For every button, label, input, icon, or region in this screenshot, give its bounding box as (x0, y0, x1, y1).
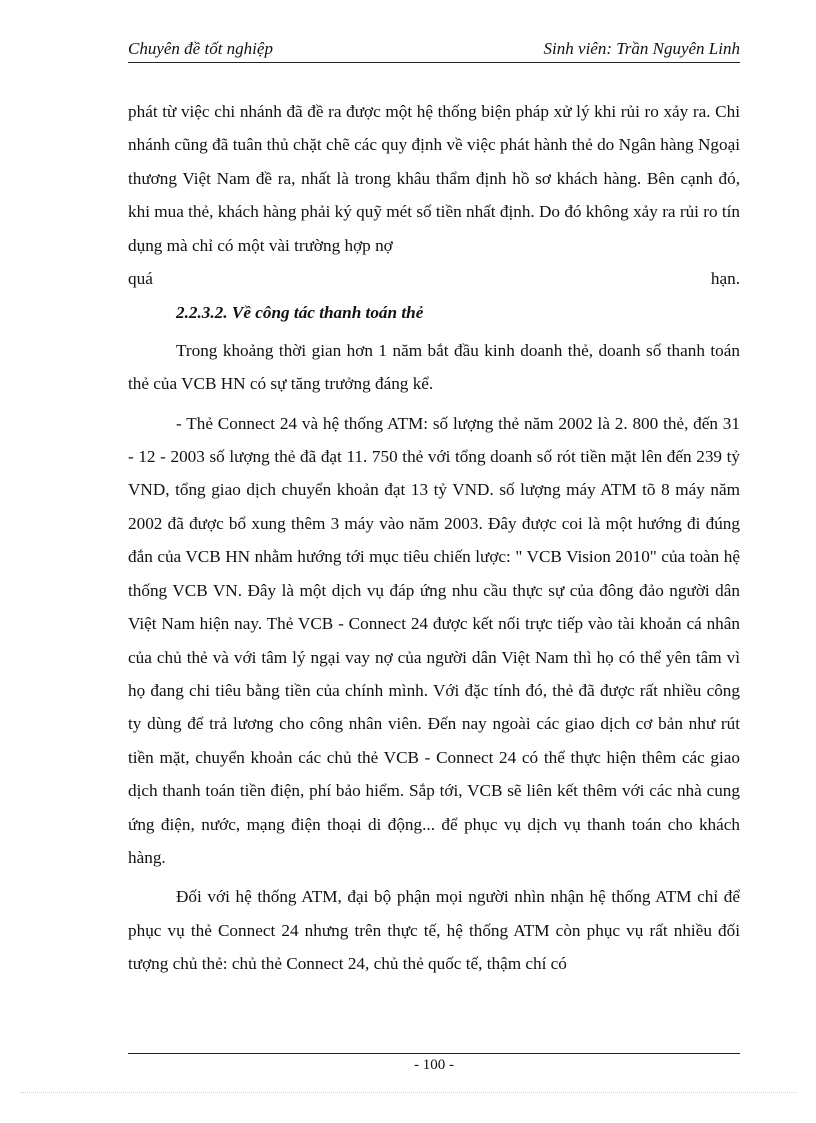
page-number: - 100 - (414, 1057, 454, 1073)
page-header (128, 36, 740, 63)
page-bottom-dotted-line (20, 1092, 796, 1093)
body-text (128, 95, 740, 981)
paragraph-payment-growth: Trong khoảng thời gian hơn 1 năm bắt đầu kinh doanh thẻ, doanh số thanh toán thẻ của VCB HN có sự tăng trưởng đáng kể. (128, 340, 740, 394)
paragraph-card-issuance-last-line (128, 262, 740, 295)
last-line-start: quá (128, 269, 153, 289)
paragraph-card-issuance: phát từ việc chi nhánh đã đề ra được một hệ thống biện pháp xử lý khi rủi ro xảy ra. Chi nhánh cũng đã tuân thủ chặt chẽ các quy định về việc phát hành thẻ do Ngân hàng Ngoại thương Việt Nam đề ra, nhất là trong khâu thẩm định hồ sơ khách hàng. Bên cạnh đó, khi mua thẻ, khách hàng phải ký quỹ mét số tiền nhất định. Do đó không xảy ra rủi ro tín dụng mà chỉ có một vài trường hợp nợ (128, 102, 740, 255)
footer-divider (128, 1053, 740, 1054)
header-author: Sinh viên: Trần Nguyên Linh (543, 39, 740, 58)
paragraph-atm-system: Đối với hệ thống ATM, đại bộ phận mọi người nhìn nhận hệ thống ATM chỉ để phục vụ thẻ Connect 24 nhưng trên thực tế, hệ thống ATM còn phục vụ rất nhiều đối tượng chủ thẻ: chủ thẻ Connect 24, chủ thẻ quốc tế, thậm chí có (128, 887, 740, 974)
header-document-type: Chuyên đề tốt nghiệp (128, 39, 273, 58)
paragraph-connect24-atm: - Thẻ Connect 24 và hệ thống ATM: số lượng thẻ năm 2002 là 2. 800 thẻ, đến 31 - 12 - 2003 số lượng thẻ đã đạt 11. 750 thẻ với tổng doanh số rót tiền mặt lên đến 239 tỷ VND, tổng giao dịch chuyển khoản đạt 13 tỷ VND. số lượng máy ATM tõ 8 máy năm 2002 đã được bổ xung thêm 3 máy vào năm 2003. Đây được coi là một hướng đi đúng đắn của VCB HN nhằm hướng tới mục tiêu chiến lược: " VCB Vision 2010" của toàn hệ thống VCB VN. Đây là một dịch vụ đáp ứng nhu cầu thực sự của đông đảo người dân Việt Nam hiện nay. Thẻ VCB - Connect 24 được kết nối trực tiếp vào tài khoản cá nhân của chủ thẻ và với tâm lý ngại vay nợ của người dân Việt Nam thì họ có thể yên tâm vì họ đang chi tiêu bằng tiền của chính mình. Với đặc tính đó, thẻ đã được rất nhiều công ty dùng để trả lương cho công nhân viên. Đến nay ngoài các giao dịch cơ bản như rút tiền mặt, chuyển khoản các chủ thẻ VCB - Connect 24 có thể thực hiện thêm các giao dịch thanh toán tiền điện, phí bảo hiểm. Sắp tới, VCB sẽ liên kết thêm với các nhà cung ứng điện, nước, mạng điện thoại di động... để phục vụ dịch vụ thanh toán cho khách hàng. (128, 413, 740, 867)
last-line-end: hạn. (710, 269, 740, 289)
section-heading: 2.2.3.2. Về công tác thanh toán thẻ (176, 303, 424, 323)
